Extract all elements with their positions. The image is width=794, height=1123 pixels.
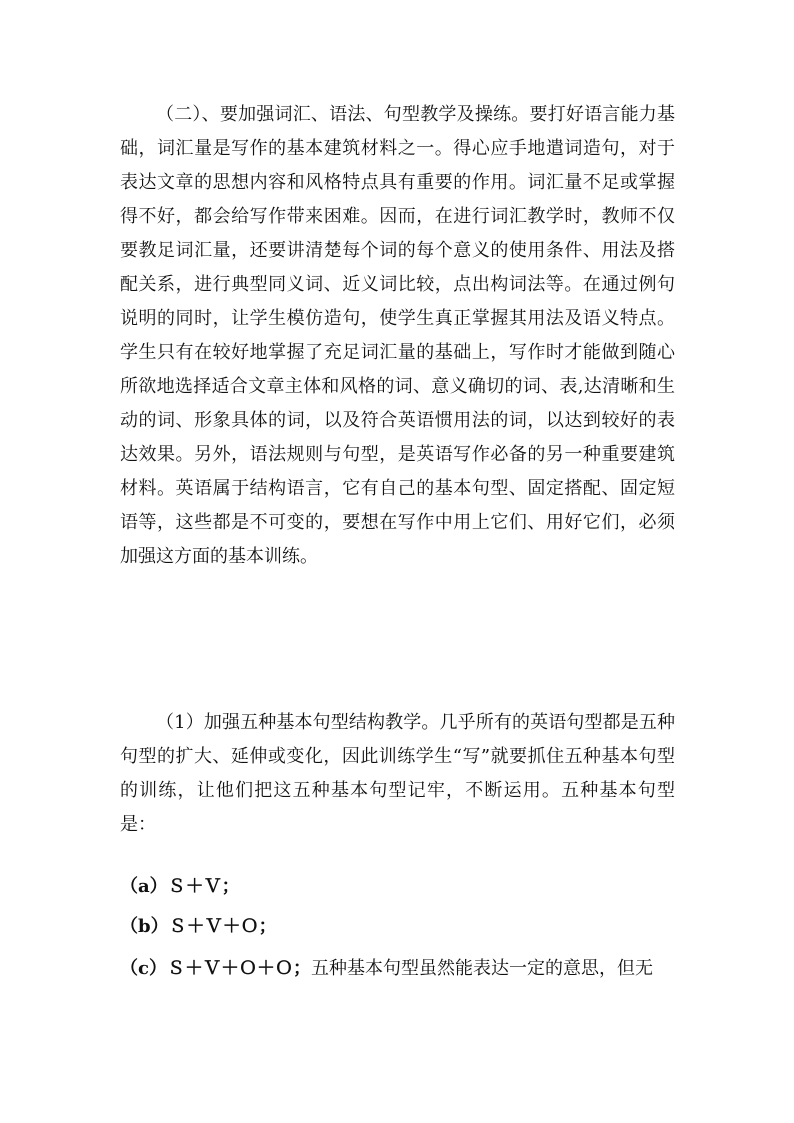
paragraph-five-sentence-patterns: （1）加强五种基本句型结构教学。几乎所有的英语句型都是五种句型的扩大、延伸或变化，因此训练学生“写”就要抓住五种基本句型的训练，让他们把这五种基本句型记牢，不断运用。五种基本句型是： bbox=[120, 712, 675, 835]
sentence-pattern-code: （c）Ｓ＋Ｖ＋Ｏ＋Ｏ； bbox=[120, 958, 311, 979]
sentence-pattern-b bbox=[120, 910, 675, 944]
paragraph-vocabulary-grammar: （二）、要加强词汇、语法、句型教学及操练。要打好语言能力基础，词汇量是写作的基本建筑材料之一。得心应手地遣词造句，对于表达文章的思想内容和风格特点具有重要的作用。词汇量不足或掌握得不好，都会给写作带来困难。因而，在进行词汇教学时，教师不仅要教足词汇量，还要讲清楚每个词的每个意义的使用条件、用法及搭配关系，进行典型同义词、近义词比较，点出构词法等。在通过例句说明的同时，让学生模仿造句，使学生真正掌握其用法及语义特点。学生只有在较好地掌握了充足词汇量的基础上，写作时才能做到随心所欲地选择适合文章主体和风格的词、意义确切的词、表,达清晰和生动的词、形象具体的词，以及符合英语惯用法的词，以达到较好的表达效果。另外，语法规则与句型，是英语写作必备的另一种重要建筑材料。英语属于结构语言，它有自己的基本句型、固定搭配、固定短语等，这些都是不可变的，要想在写作中用上它们、用好它们，必须加强这方面的基本训练。 bbox=[120, 104, 675, 567]
sentence-pattern-c bbox=[120, 952, 675, 986]
sentence-pattern-code: （a）Ｓ＋Ｖ； bbox=[120, 876, 240, 897]
sentence-pattern-a bbox=[120, 870, 675, 904]
sentence-pattern-text: 五种基本句型虽然能表达一定的意思，但无 bbox=[310, 958, 653, 979]
sentence-pattern-code: （b）Ｓ＋Ｖ＋Ｏ； bbox=[120, 916, 277, 937]
